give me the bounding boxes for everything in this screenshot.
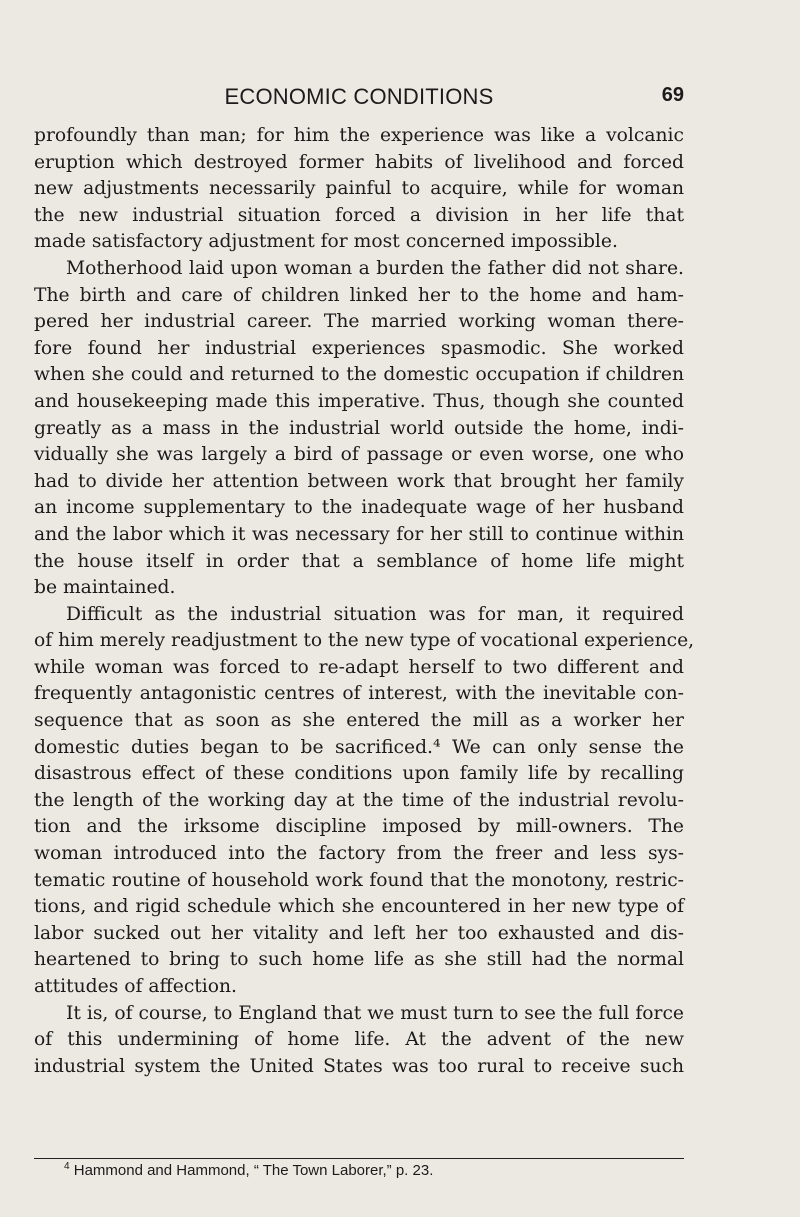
text-line: fore found her industrial experiences spasmodic. She worked — [34, 337, 684, 359]
text-line: of this undermining of home life. At the advent of the new — [34, 1029, 684, 1051]
text-line: vidually she was largely a bird of passage or even worse, one who — [34, 444, 684, 466]
text-line: woman introduced into the factory from the freer and less sys- — [34, 843, 684, 865]
text-line: labor sucked out her vitality and left her too exhausted and dis- — [34, 922, 684, 944]
text-line: tions, and rigid schedule which she encountered in her new type of — [34, 896, 684, 918]
text-line: the house itself in order that a semblance of home life might — [34, 550, 684, 572]
text-line: while woman was forced to re-adapt herself to two different and — [34, 656, 684, 678]
body-text — [34, 123, 695, 1080]
text-line: profoundly than man; for him the experience was like a volcanic — [34, 125, 684, 146]
text-line: the new industrial situation forced a division in her life that — [34, 204, 684, 226]
text-line: be maintained. — [34, 577, 176, 599]
text-line: of him merely readjustment to the new type of vocational experience, — [34, 630, 695, 652]
text-line: greatly as a mass in the industrial world outside the home, indi- — [34, 417, 684, 439]
text-line: tion and the irksome discipline imposed by mill-owners. The — [34, 816, 684, 838]
text-line: the length of the working day at the time of the industrial revolu- — [34, 789, 684, 811]
page-number: 69 — [661, 84, 684, 106]
footnote-text: Hammond and Hammond, “ The Town Laborer,” p. 23. — [73, 1162, 434, 1179]
text-line: pered her industrial career. The married working woman there- — [34, 311, 684, 333]
text-line: and the labor which it was necessary for her still to continue within — [34, 523, 684, 545]
running-head: ECONOMIC CONDITIONS — [224, 84, 494, 109]
text-line: domestic duties began to be sacrificed.⁴ We can only sense the — [34, 736, 684, 758]
text-line: sequence that as soon as she entered the mill as a worker her — [34, 710, 684, 732]
footnote — [64, 1162, 433, 1179]
text-line: made satisfactory adjustment for most concerned impossible. — [34, 231, 618, 253]
text-line: Difficult as the industrial situation was for man, it required — [66, 603, 684, 625]
text-line: frequently antagonistic centres of interest, with the inevitable con- — [34, 683, 684, 705]
text-line: and housekeeping made this imperative. Thus, though she counted — [34, 390, 684, 412]
page-header — [34, 84, 684, 114]
footnote-marker: 4 — [64, 1161, 70, 1172]
text-line: eruption which destroyed former habits of livelihood and forced — [34, 151, 684, 173]
text-line: Motherhood laid upon woman a burden the father did not share. — [66, 257, 684, 279]
text-line: an income supplementary to the inadequate wage of her husband — [34, 497, 684, 519]
text-line: tematic routine of household work found that the monotony, restric- — [34, 869, 684, 891]
text-line: The birth and care of children linked her to the home and ham- — [34, 284, 684, 306]
text-line: had to divide her attention between work that brought her family — [34, 470, 684, 492]
footnote-rule — [34, 1158, 684, 1159]
text-line: new adjustments necessarily painful to acquire, while for woman — [34, 178, 684, 200]
text-line: industrial system the United States was too rural to receive such — [34, 1055, 684, 1077]
text-line: It is, of course, to England that we must turn to see the full force — [66, 1002, 684, 1024]
text-line: when she could and returned to the domestic occupation if children — [34, 364, 684, 386]
text-line: attitudes of affection. — [34, 976, 237, 997]
text-line: disastrous effect of these conditions upon family life by recalling — [34, 763, 684, 785]
text-line: heartened to bring to such home life as she still had the normal — [34, 949, 684, 971]
